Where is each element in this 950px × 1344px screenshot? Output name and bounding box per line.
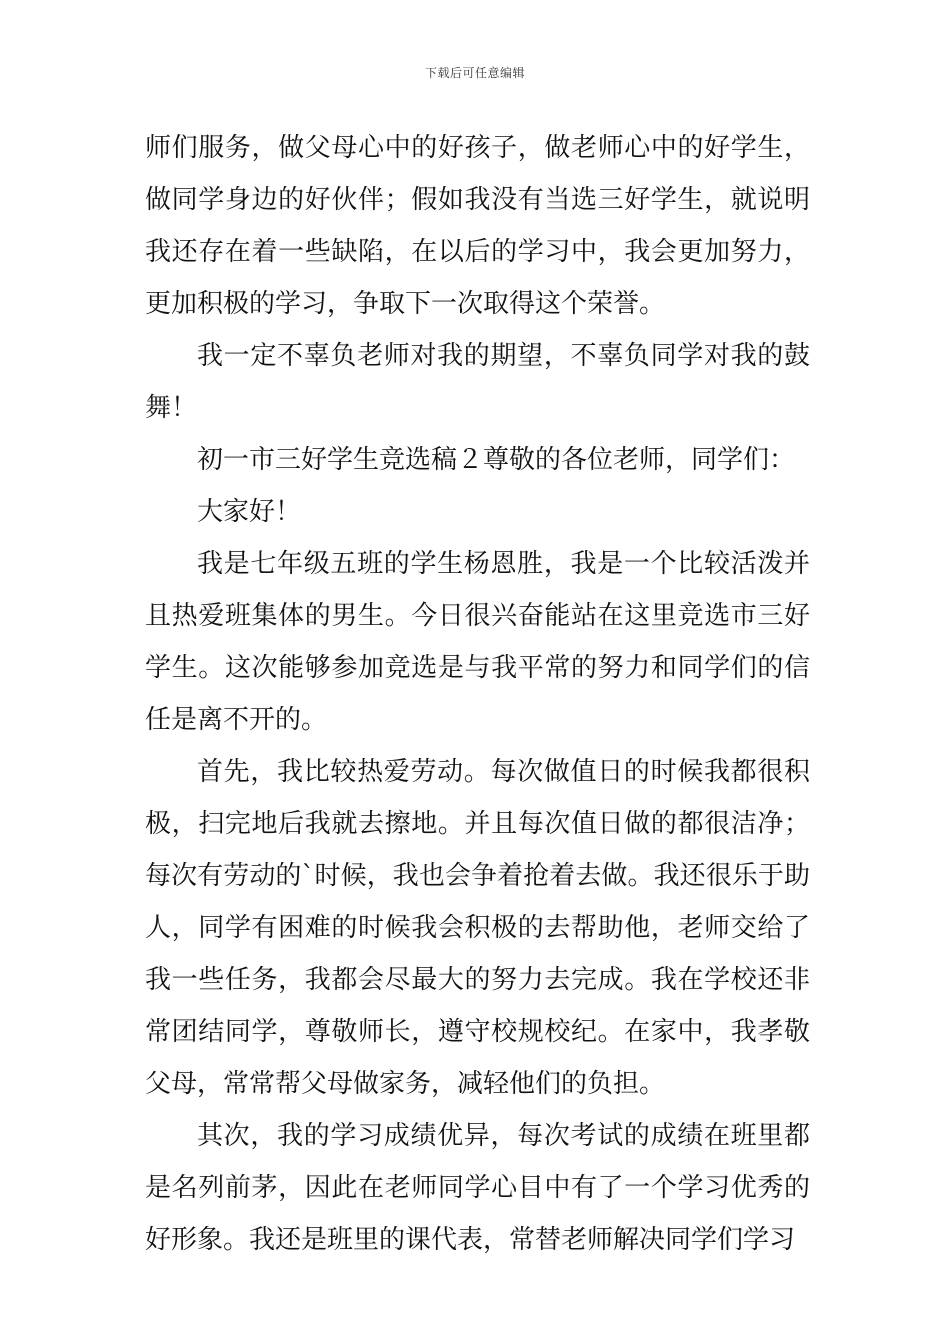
paragraph-speech-title: 初一市三好学生竞选稿２尊敬的各位老师，同学们：	[197, 445, 796, 475]
document-body	[145, 122, 810, 1266]
paragraph-second-point: 其次，我的学习成绩优异，每次考试的成绩在班里都是名列前茅，因此在老师同学心目中有了一个学习优秀的好形象。我还是班里的课代表，常替老师解决同学们学习	[145, 1121, 810, 1255]
paragraph-continuation: 师们服务，做父母心中的好孩子，做老师心中的好学生，做同学身边的好伙伴；假如我没有当选三好学生，就说明我还存在着一些缺陷，在以后的学习中，我会更加努力，更加积极的学习，争取下一次取得这个荣誉。	[145, 133, 810, 319]
paragraph-greeting: 大家好！	[197, 497, 302, 527]
paragraph-promise: 我一定不辜负老师对我的期望，不辜负同学对我的鼓舞！	[145, 341, 810, 423]
paragraph-first-point: 首先，我比较热爱劳动。每次做值日的时候我都很积极，扫完地后我就去擦地。并且每次值日做的都很洁净；每次有劳动的`时候，我也会争着抢着去做。我还很乐于助人，同学有困难的时候我会积极的去帮助他，老师交给了我一些任务，我都会尽最大的努力去完成。我在学校还非常团结同学，尊敬师长，遵守校规校纪。在家中，我孝敬父母，常常帮父母做家务，减轻他们的负担。	[145, 757, 810, 1099]
page-header: 下载后可任意编辑	[424, 66, 525, 80]
paragraph-introduction: 我是七年级五班的学生杨恩胜，我是一个比较活泼并且热爱班集体的男生。今日很兴奋能站在这里竞选市三好学生。这次能够参加竞选是与我平常的努力和同学们的信任是离不开的。	[145, 549, 810, 735]
